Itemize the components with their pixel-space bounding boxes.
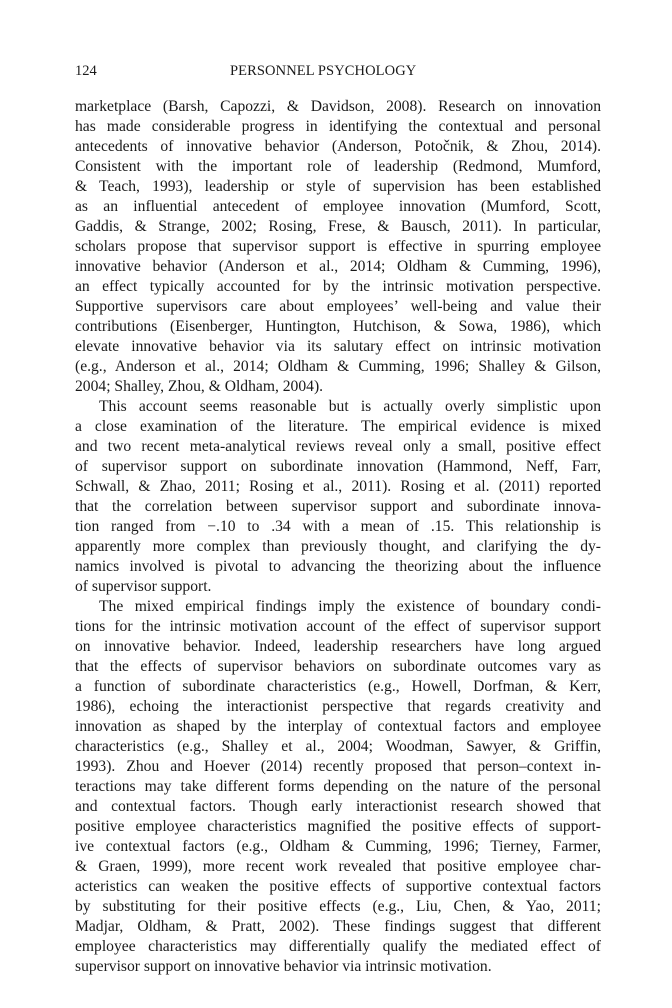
paragraph (75, 597, 601, 977)
body-text (75, 97, 601, 977)
text-line: ive contextual factors (e.g., Oldham & Cumming, 1996; Tierney, Farmer, (75, 838, 601, 855)
paragraph (75, 97, 601, 397)
text-line: Consistent with the important role of leadership (Redmond, Mumford, (75, 158, 601, 175)
text-line: an effect typically accounted for by the intrinsic motivation perspective. (75, 278, 601, 295)
text-line: namics involved is pivotal to advancing the theorizing about the influence (75, 558, 601, 575)
text-line: 1993). Zhou and Hoever (2014) recently proposed that person–context in- (75, 758, 601, 775)
page-number: 124 (75, 63, 97, 79)
text-line: 2004; Shalley, Zhou, & Oldham, 2004). (75, 378, 324, 395)
text-line: antecedents of innovative behavior (Anderson, Potočnik, & Zhou, 2014). (75, 138, 601, 155)
text-line: of supervisor support. (75, 578, 212, 595)
text-line: employee characteristics may differentially qualify the mediated effect of (75, 938, 601, 955)
text-line: scholars propose that supervisor support is effective in spurring employee (75, 238, 601, 255)
text-line: by substituting for their positive effects (e.g., Liu, Chen, & Yao, 2011; (75, 898, 601, 915)
running-head: PERSONNEL PSYCHOLOGY (230, 63, 417, 79)
text-line: as an influential antecedent of employee innovation (Mumford, Scott, (75, 198, 601, 215)
text-line: positive employee characteristics magnified the positive effects of support- (75, 818, 601, 835)
text-line: tion ranged from −.10 to .34 with a mean of .15. This relationship is (75, 518, 601, 535)
text-line: acteristics can weaken the positive effects of supportive contextual factors (75, 878, 601, 895)
text-line: characteristics (e.g., Shalley et al., 2004; Woodman, Sawyer, & Griffin, (75, 738, 601, 755)
text-line: a close examination of the literature. The empirical evidence is mixed (75, 418, 601, 435)
text-line: Gaddis, & Strange, 2002; Rosing, Frese, & Bausch, 2011). In particular, (75, 218, 601, 235)
text-line: & Graen, 1999), more recent work revealed that positive employee char- (75, 858, 601, 875)
text-line: marketplace (Barsh, Capozzi, & Davidson, 2008). Research on innovation (75, 98, 601, 115)
text-line: tions for the intrinsic motivation account of the effect of supervisor support (75, 618, 601, 635)
text-line: Supportive supervisors care about employees’ well-being and value their (75, 298, 601, 315)
paragraph (75, 397, 601, 597)
text-line: innovation as shaped by the interplay of contextual factors and employee (75, 718, 601, 735)
text-line: This account seems reasonable but is actually overly simplistic upon (99, 398, 601, 415)
text-line: that the effects of supervisor behaviors on subordinate outcomes vary as (75, 658, 601, 675)
text-line: a function of subordinate characteristics (e.g., Howell, Dorfman, & Kerr, (75, 678, 601, 695)
text-line: that the correlation between supervisor support and subordinate innova- (75, 498, 601, 515)
text-line: supervisor support on innovative behavior via intrinsic motivation. (75, 958, 492, 975)
text-line: innovative behavior (Anderson et al., 2014; Oldham & Cumming, 1996), (75, 258, 601, 275)
text-line: 1986), echoing the interactionist perspective that regards creativity and (75, 698, 601, 715)
text-line: and contextual factors. Though early interactionist research showed that (75, 798, 601, 815)
text-line: on innovative behavior. Indeed, leadership researchers have long argued (75, 638, 601, 655)
text-line: contributions (Eisenberger, Huntington, Hutchison, & Sowa, 1986), which (75, 318, 601, 335)
text-line: has made considerable progress in identifying the contextual and personal (75, 118, 601, 135)
text-line: (e.g., Anderson et al., 2014; Oldham & Cumming, 1996; Shalley & Gilson, (75, 358, 601, 375)
text-line: Schwall, & Zhao, 2011; Rosing et al., 2011). Rosing et al. (2011) reported (75, 478, 601, 495)
text-line: and two recent meta-analytical reviews reveal only a small, positive effect (75, 438, 601, 455)
text-line: Madjar, Oldham, & Pratt, 2002). These findings suggest that different (75, 918, 601, 935)
text-line: teractions may take different forms depending on the nature of the personal (75, 778, 601, 795)
text-line: of supervisor support on subordinate innovation (Hammond, Neff, Farr, (75, 458, 601, 475)
text-line: elevate innovative behavior via its salutary effect on intrinsic motivation (75, 338, 601, 355)
text-line: & Teach, 1993), leadership or style of supervision has been established (75, 178, 601, 195)
text-line: apparently more complex than previously thought, and clarifying the dy- (75, 538, 601, 555)
text-line: The mixed empirical findings imply the existence of boundary condi- (99, 598, 601, 615)
